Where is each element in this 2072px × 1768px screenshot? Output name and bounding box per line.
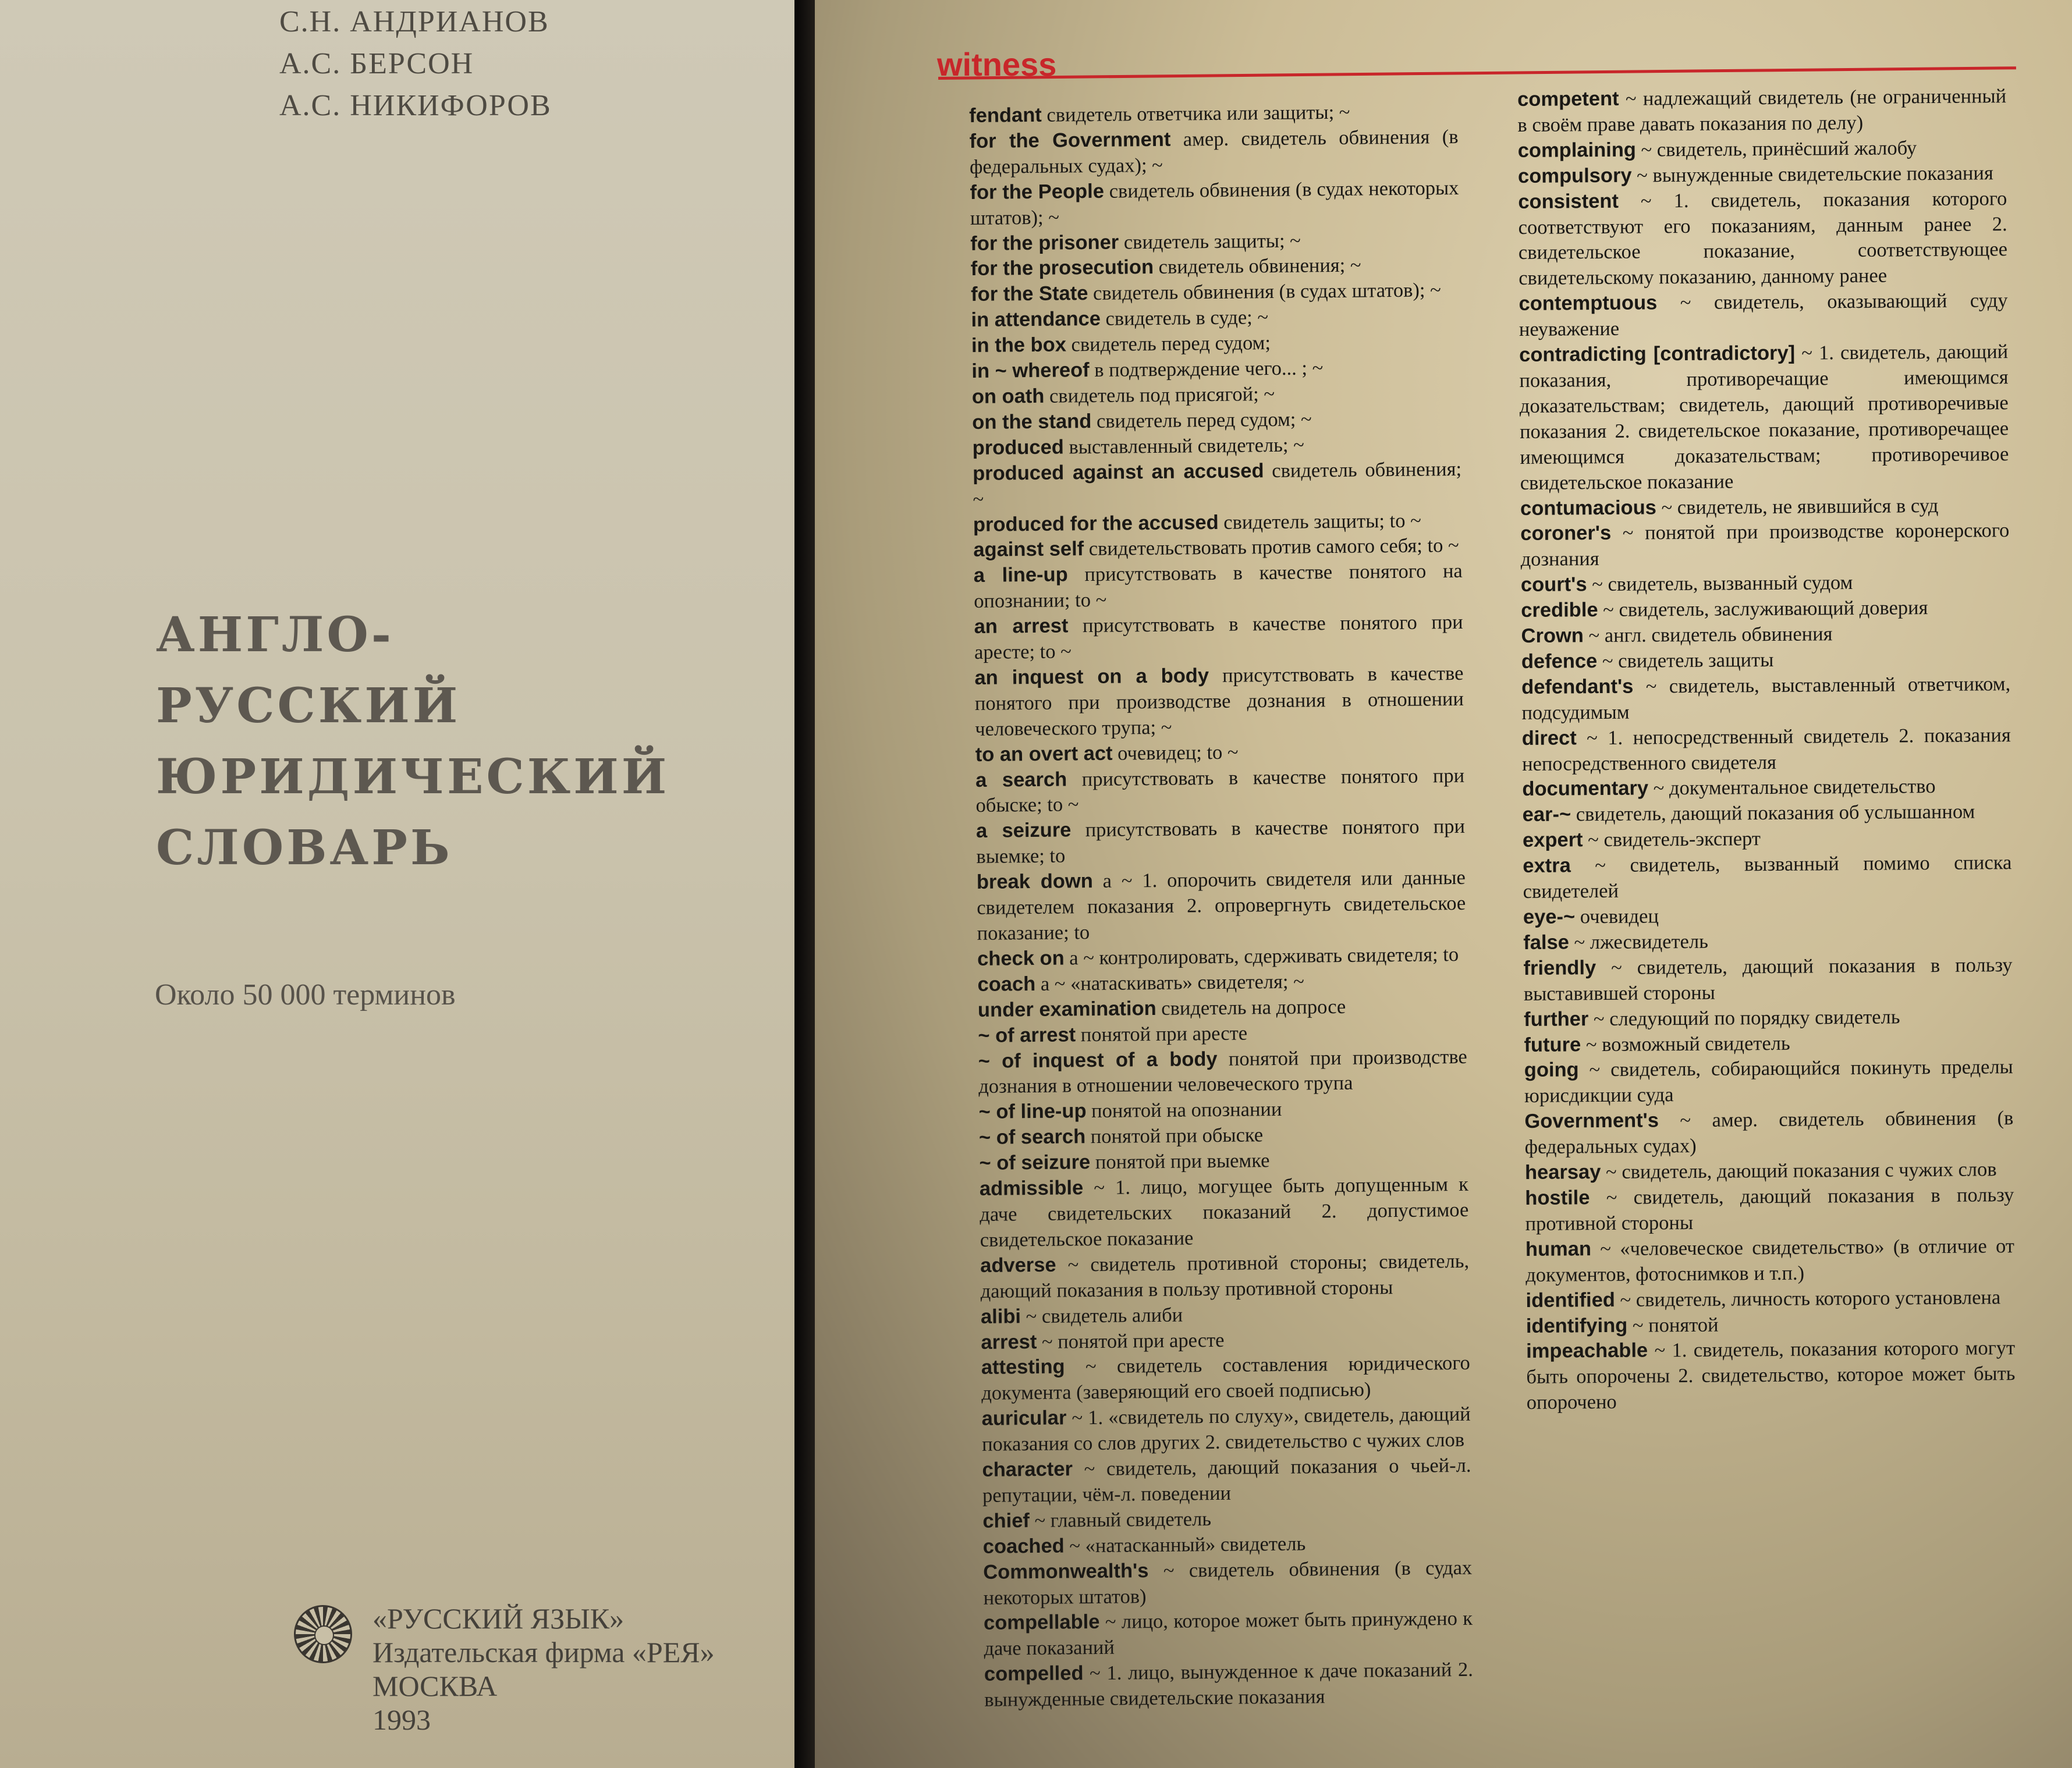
entry-term: identified <box>1525 1288 1616 1312</box>
entry-definition: ~ 1. свидетель, дающий показания, противоречащие имеющимся доказательствам; свидетель, дающий противоречивые показания 2. свидетельское показание, противоречащее имеющимся доказательствам; противоречивое свидетельское показание <box>1519 340 2009 494</box>
dictionary-entry <box>971 278 1460 308</box>
dictionary-entry <box>1521 646 2010 675</box>
entry-definition: ~ свидетель обвинения (в судах некоторых штатов) <box>983 1556 1473 1609</box>
entry-definition: свидетель обвинения; ~ <box>973 457 1462 510</box>
dictionary-entry <box>974 559 1463 615</box>
dictionary-entry <box>973 457 1462 513</box>
entry-definition: ~ свидетель составления юридического документа (заверяющий его своей подписью) <box>981 1352 1470 1405</box>
entry-definition: ~ документальное свидетельство <box>1648 775 1936 800</box>
entry-term: admissible <box>979 1177 1084 1200</box>
entry-term: going <box>1524 1059 1579 1082</box>
dictionary-entry <box>980 1172 1469 1254</box>
entry-term: contumacious <box>1520 496 1657 520</box>
entry-definition: ~ свидетель, дающий показания о чьей-л. репутации, чём-л. поведении <box>982 1454 1471 1507</box>
book-title-line: СЛОВАРЬ <box>156 820 453 876</box>
entry-term: in ~ whereof <box>971 359 1090 383</box>
entry-definition: ~ главный свидетель <box>1029 1507 1212 1532</box>
publisher-city: МОСКВА <box>372 1670 498 1702</box>
dictionary-entry <box>1522 774 2011 803</box>
dictionary-entry <box>983 1555 1473 1611</box>
entry-term: attesting <box>981 1355 1065 1379</box>
entry-definition: a ~ контролировать, сдерживать свидетеля; to <box>1064 943 1459 970</box>
entry-term: contemptuous <box>1518 292 1658 315</box>
entry-definition: очевидец; to ~ <box>1112 741 1239 765</box>
entry-definition: ~ свидетель, дающий показания с чужих слов <box>1601 1158 1997 1184</box>
dictionary-entry <box>984 1657 1474 1713</box>
dictionary-entry <box>1521 569 2010 598</box>
entry-term: fendant <box>969 104 1042 127</box>
entry-term: on the stand <box>972 410 1092 434</box>
entry-definition: ~ понятой при аресте <box>1037 1329 1225 1353</box>
entry-definition: свидетель в суде; ~ <box>1100 306 1269 331</box>
entry-term: for the prosecution <box>970 256 1154 281</box>
publisher-logo-icon <box>294 1605 352 1663</box>
author-name: А.С. НИКИФОРОВ <box>279 89 552 122</box>
entry-definition: ~ свидетель противной стороны; свидетель, дающий показания в пользу противной стороны <box>980 1249 1470 1302</box>
entry-term: false <box>1523 931 1570 954</box>
dictionary-entry <box>1523 850 2012 905</box>
entry-term: chief <box>982 1509 1030 1532</box>
entry-term: in attendance <box>971 308 1101 332</box>
entry-definition: ~ свидетель, собирающийся покинуть пределы юрисдикции суда <box>1524 1056 2013 1107</box>
entry-definition: ~ свидетель, вызванный судом <box>1587 571 1853 596</box>
dictionary-entry <box>1518 161 2007 190</box>
entry-definition: свидетель обвинения (в судах штатов); ~ <box>1088 279 1441 305</box>
entry-term: Crown <box>1521 624 1584 648</box>
entry-definition: ~ свидетель, дающий показания в пользу противной стороны <box>1525 1184 2014 1235</box>
entry-term: in the box <box>971 333 1067 357</box>
entry-term: Government's <box>1524 1109 1659 1133</box>
publisher-firm: Издательская фирма «РЕЯ» <box>372 1636 715 1668</box>
entry-definition: ~ свидетель, личность которого установлена <box>1615 1286 2001 1311</box>
entry-term: ear-~ <box>1522 803 1571 826</box>
dictionary-entry <box>1521 620 2010 649</box>
entry-term: eye-~ <box>1523 906 1576 928</box>
entry-definition: ~ свидетель, заслуживающий доверия <box>1598 597 1928 622</box>
entry-definition: ~ 1. непосредственный свидетель 2. показания непосредственного свидетеля <box>1521 723 2011 775</box>
entry-term: friendly <box>1523 956 1596 979</box>
dictionary-entry <box>1523 927 2012 956</box>
entry-term: to an overt act <box>975 742 1113 766</box>
entry-term: for the People <box>970 180 1105 204</box>
entry-definition: ~ свидетель-эксперт <box>1583 828 1761 851</box>
entry-definition: ~ «натасканный» свидетель <box>1064 1532 1306 1557</box>
entry-definition: присутствовать в качестве понятого при обыске; to ~ <box>975 764 1465 817</box>
entry-term: for the State <box>970 282 1088 306</box>
entry-definition: присутствовать в качестве понятого при выемке; to <box>976 815 1466 868</box>
dictionary-entry <box>1525 1183 2014 1237</box>
entry-definition: ~ возможный свидетель <box>1581 1032 1790 1056</box>
entry-term: break down <box>976 870 1093 894</box>
entry-definition: ~ амер. свидетель обвинения (в федеральных судах) <box>1524 1107 2014 1159</box>
entry-term: auricular <box>981 1407 1067 1430</box>
entry-definition: понятой при выемке <box>1090 1149 1270 1174</box>
publisher-name: «РУССКИЙ ЯЗЫК» <box>372 1602 625 1635</box>
entry-term: under examination <box>977 997 1156 1021</box>
dictionary-entry <box>1517 84 2007 139</box>
entry-definition: ~ вынужденные свидетельские показания <box>1631 162 1993 187</box>
dictionary-entry <box>1525 1234 2015 1288</box>
dictionary-entry <box>1524 1106 2014 1160</box>
running-headword: witness <box>937 46 1057 83</box>
dictionary-entry <box>1521 672 2011 726</box>
entry-definition: a ~ 1. опорочить свидетеля или данные свидетелем показания 2. опровергнуть свидетельское показание; to <box>977 867 1466 945</box>
dictionary-entry <box>1518 288 2008 343</box>
entry-term: for the prisoner <box>970 231 1119 255</box>
entry-definition: ~ 1. свидетель, показания которого могут быть опорочены 2. свидетельство, которое может быть опорочено <box>1526 1337 2016 1414</box>
dictionary-entry <box>969 125 1459 180</box>
dictionary-entry <box>1518 135 2007 164</box>
entry-definition: ~ следующий по порядку свидетель <box>1588 1006 1900 1030</box>
entry-definition: ~ свидетель, не явившийся в суд <box>1656 494 1939 519</box>
entry-term: check on <box>977 947 1065 970</box>
entry-term: ~ of search <box>978 1126 1086 1149</box>
author-list <box>279 1 552 127</box>
entry-term: direct <box>1521 726 1577 750</box>
entry-definition: ~ свидетель, вызванный помимо списка свидетелей <box>1523 851 2012 903</box>
dictionary-entry <box>984 1606 1473 1662</box>
dictionary-entry <box>978 1044 1468 1100</box>
entry-definition: свидетельствовать против самого себя; to ~ <box>1084 534 1459 560</box>
header-rule <box>938 66 2016 80</box>
author-name: С.Н. АНДРИАНОВ <box>279 5 549 38</box>
entry-definition: ~ лжесвидетель <box>1569 930 1708 954</box>
entry-term: future <box>1524 1033 1581 1056</box>
entry-definition: понятой при обыске <box>1085 1124 1264 1148</box>
dictionary-column-right <box>1517 84 2016 1416</box>
entry-definition: свидетель обвинения (в судах некоторых штатов); ~ <box>970 176 1459 229</box>
dictionary-entry <box>1524 1004 2013 1033</box>
entry-term: produced against an accused <box>972 459 1264 485</box>
entry-definition: свидетель перед судом; <box>1066 332 1271 356</box>
book-title-line: РУССКИЙ <box>156 678 461 734</box>
entry-term: adverse <box>980 1254 1056 1277</box>
entry-term: consistent <box>1518 190 1619 213</box>
entry-term: ~ of arrest <box>978 1023 1076 1047</box>
dictionary-entry <box>977 865 1466 947</box>
dictionary-entry <box>1523 799 2011 828</box>
entry-term: competent <box>1517 87 1619 111</box>
entry-definition: ~ 1. «свидетель по слуху», свидетель, дающий показания со слов других 2. свидетельство с чужих слов <box>981 1403 1471 1456</box>
dictionary-entry <box>981 1402 1471 1458</box>
entry-term: Commonwealth's <box>983 1559 1149 1584</box>
entry-definition: ~ надлежащий свидетель (не ограниченный в своём праве давать показания по делу) <box>1517 85 2007 136</box>
entry-definition: ~ свидетель защиты <box>1597 648 1774 673</box>
entry-term: defence <box>1521 650 1598 673</box>
entry-term: character <box>982 1458 1073 1481</box>
entry-term: identifying <box>1525 1314 1628 1337</box>
entry-term: ~ of inquest of a body <box>978 1048 1218 1073</box>
entry-term: hostile <box>1525 1187 1590 1209</box>
title-page <box>0 0 794 1768</box>
entry-definition: ~ понятой <box>1627 1313 1719 1337</box>
entry-term: ~ of line-up <box>978 1100 1087 1124</box>
entry-term: impeachable <box>1526 1339 1648 1363</box>
entry-term: compelled <box>984 1662 1084 1686</box>
dictionary-entry <box>982 1453 1471 1509</box>
term-count-subtitle: Около 50 000 терминов <box>155 978 456 1011</box>
entry-definition: ~ «человеческое свидетельство» (в отличие от документов, фотоснимков и т.п.) <box>1525 1234 2015 1286</box>
author-name: А.С. БЕРСОН <box>279 47 474 80</box>
entry-term: an inquest on a body <box>974 665 1209 689</box>
entry-definition: понятой при аресте <box>1075 1022 1248 1046</box>
entry-definition: выставленный свидетель; ~ <box>1063 434 1304 459</box>
entry-term: coroner's <box>1520 522 1612 545</box>
entry-definition: ~ свидетель, оказывающий суду неуважение <box>1518 289 2008 341</box>
entry-definition: свидетель обвинения; ~ <box>1153 254 1361 279</box>
entry-definition: амер. свидетель обвинения (в федеральных судах); ~ <box>969 125 1459 178</box>
entry-definition: в подтверждение чего... ; ~ <box>1089 357 1324 382</box>
dictionary-entry <box>1524 1029 2013 1059</box>
entry-term: coach <box>977 972 1036 996</box>
dictionary-entry <box>980 1249 1470 1305</box>
entry-term: credible <box>1521 599 1598 622</box>
dictionary-entry <box>1525 1285 2014 1314</box>
entry-definition: свидетель, дающий показания об услышанном <box>1571 800 1975 826</box>
dictionary-entry <box>974 610 1463 666</box>
entry-term: extra <box>1523 854 1571 878</box>
entry-term: hearsay <box>1524 1161 1601 1184</box>
entry-definition: ~ свидетель, дающий показания в пользу выставившей стороны <box>1523 953 2013 1005</box>
entry-term: human <box>1525 1237 1592 1261</box>
dictionary-entry <box>975 763 1465 819</box>
dictionary-entry <box>1526 1336 2016 1416</box>
dictionary-entry <box>1526 1311 2015 1340</box>
entry-definition: ~ 1. свидетель, показания которого соответствуют его показаниям, данным ранее 2. свидетельское показание, соответствующее свидетельскому показанию, данному ранее <box>1518 187 2008 290</box>
entry-term: a search <box>975 768 1067 791</box>
entry-term: documentary <box>1522 777 1649 801</box>
dictionary-entry <box>977 942 1466 972</box>
entry-term: a seizure <box>975 819 1072 843</box>
dictionary-entry <box>1520 519 2010 573</box>
publication-year: 1993 <box>372 1703 431 1736</box>
entry-definition: свидетель ответчика или защиты; ~ <box>1041 101 1350 126</box>
book-title <box>156 599 669 883</box>
entry-term: produced for the accused <box>973 511 1219 536</box>
entry-definition: понятой при производстве дознания в отношении человеческого трупа <box>978 1045 1467 1098</box>
entry-term: on oath <box>971 385 1045 408</box>
publisher-info <box>372 1602 715 1737</box>
dictionary-entry <box>1524 1055 2014 1110</box>
entry-term: an arrest <box>974 615 1069 638</box>
entry-definition: присутствовать в качестве понятого при производстве дознания в отношении человеческого трупа; ~ <box>974 662 1464 740</box>
entry-definition: свидетель перед судом; ~ <box>1091 408 1312 432</box>
entry-definition: свидетель защиты; to ~ <box>1218 509 1421 534</box>
entry-term: coached <box>982 1535 1065 1558</box>
dictionary-entry <box>1519 339 2009 496</box>
entry-definition: ~ свидетель алиби <box>1020 1304 1183 1327</box>
entry-definition: a ~ «натаскивать» свидетеля; ~ <box>1035 970 1304 995</box>
dictionary-entry <box>1520 493 2009 522</box>
entry-definition: свидетель защиты; ~ <box>1119 229 1301 254</box>
dictionary-entry <box>1522 723 2011 778</box>
entry-term: complaining <box>1517 139 1637 162</box>
dictionary-entry <box>1523 825 2011 854</box>
entry-definition: присутствовать в качестве понятого на опознании; to ~ <box>974 560 1463 613</box>
entry-term: for the Government <box>969 128 1171 152</box>
dictionary-entry <box>974 661 1464 743</box>
entry-term: alibi <box>980 1305 1021 1328</box>
dictionary-column-left <box>969 99 1474 1713</box>
entry-definition: понятой на опознании <box>1086 1098 1282 1123</box>
entry-definition: ~ 1. лицо, могущее быть допущенным к даче свидетельских показаний 2. допустимое свидетельское показание <box>980 1173 1469 1251</box>
entry-term: further <box>1524 1007 1589 1031</box>
entry-definition: ~ свидетель, выставленный ответчиком, подсудимым <box>1521 672 2011 724</box>
entry-term: a line-up <box>973 563 1068 587</box>
dictionary-entry <box>981 1351 1471 1407</box>
entry-definition: ~ 1. лицо, вынужденное к даче показаний 2. вынужденные свидетельские показания <box>984 1659 1474 1712</box>
entry-definition: очевидец <box>1575 905 1659 928</box>
book-title-line: ЮРИДИЧЕСКИЙ <box>156 749 670 805</box>
entry-definition: свидетель под присягой; ~ <box>1044 382 1275 407</box>
book-title-line: АНГЛО- <box>156 607 394 663</box>
dictionary-entry <box>970 176 1459 232</box>
entry-term: ~ of seizure <box>979 1151 1091 1175</box>
entry-definition: ~ понятой при производстве коронерского дознания <box>1520 519 2010 571</box>
entry-term: compulsory <box>1517 164 1632 187</box>
entry-term: expert <box>1522 829 1583 852</box>
dictionary-page <box>815 0 2072 1768</box>
entry-term: arrest <box>981 1330 1037 1354</box>
dictionary-entry <box>1523 901 2012 931</box>
book-spine <box>794 0 815 1768</box>
entry-term: defendant's <box>1521 675 1634 698</box>
entry-term: compellable <box>983 1611 1100 1635</box>
dictionary-entry <box>1518 186 2007 292</box>
dictionary-entry <box>976 814 1466 870</box>
entry-term: against self <box>973 538 1084 562</box>
dictionary-entry <box>1521 595 2010 624</box>
dictionary-entry <box>1523 953 2013 1007</box>
dictionary-entry <box>1525 1157 2014 1186</box>
entry-term: court's <box>1520 573 1587 597</box>
entry-definition: свидетель на допросе <box>1156 995 1346 1020</box>
entry-definition: ~ лицо, которое может быть принуждено к даче показаний <box>984 1607 1473 1660</box>
entry-term: contradicting [contradictory] <box>1519 342 1796 367</box>
entry-definition: присутствовать в качестве понятого при аресте; to ~ <box>974 611 1463 663</box>
entry-definition: ~ свидетель, принёсший жалобу <box>1635 137 1917 161</box>
entry-term: produced <box>972 436 1065 459</box>
entry-definition: ~ англ. свидетель обвинения <box>1583 623 1833 647</box>
